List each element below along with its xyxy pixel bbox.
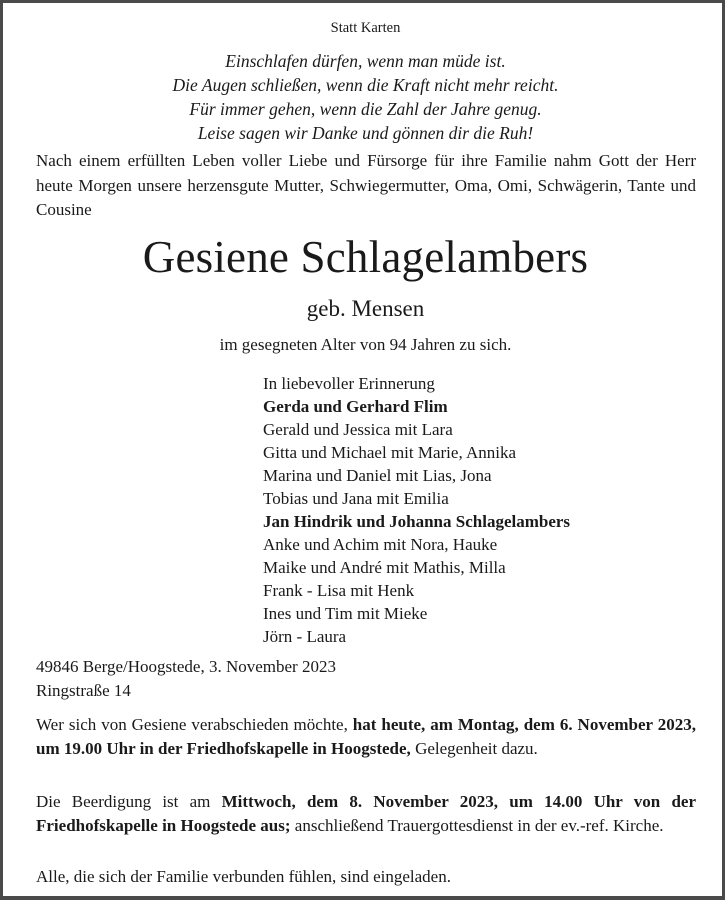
deceased-name: Gesiene Schlagelambers: [142, 232, 589, 282]
farewell-bold: hat heute, am Montag, dem 6. November 2023, um 19.00 Uhr in der Friedhofskapelle in Hoogstede,: [36, 715, 696, 758]
funeral-post: anschließend Trauergottesdienst in der ev.-ref. Kirche.: [290, 815, 664, 835]
mourner-line: Tobias und Jana mit Emilia: [263, 489, 449, 508]
mourners-intro: In liebevoller Erinnerung: [263, 374, 435, 393]
poem-line: Leise sagen wir Danke und gönnen dir die Ruh!: [197, 123, 534, 143]
street: Ringstraße 14: [36, 681, 131, 700]
mourner-line: Gerald und Jessica mit Lara: [263, 420, 453, 439]
poem-line: Die Augen schließen, wenn die Kraft nicht mehr reicht.: [172, 75, 559, 95]
header-text: Statt Karten: [330, 20, 401, 36]
mourner-line: Marina und Daniel mit Lias, Jona: [263, 466, 492, 485]
closing-text: Alle, die sich der Familie verbunden fühlen, sind eingeladen.: [36, 867, 451, 886]
poem: [3, 49, 725, 145]
poem-line: Für immer gehen, wenn die Zahl der Jahre genug.: [189, 99, 542, 119]
intro-text: Nach einem erfüllten Leben voller Liebe und Fürsorge für ihre Familie nahm Gott der Herr heute Morgen unsere herzensgute Mutter, Schwiegermutter, Oma, Omi, Schwägerin, Tante und Cousine: [36, 151, 696, 219]
funeral-pre: Die Beerdigung ist am: [36, 792, 222, 811]
mourner-line: Gitta und Michael mit Marie, Annika: [263, 443, 517, 462]
funeral-bold: Mittwoch, dem 8. November 2023, um 14.00 Uhr von der Friedhofskapelle in Hoogstede aus;: [36, 792, 696, 835]
poem-line: Einschlafen dürfen, wenn man müde ist.: [225, 51, 506, 71]
funeral-paragraph: [36, 790, 696, 837]
age-line: im gesegneten Alter von 94 Jahren zu sich.: [219, 335, 512, 354]
address-block: [36, 655, 336, 703]
mourner-line: Maike und André mit Mathis, Milla: [263, 558, 506, 577]
mourner-line: Jan Hindrik und Johanna Schlagelambers: [263, 512, 571, 531]
mourner-line: Ines und Tim mit Mieke: [263, 604, 428, 623]
farewell-post: Gelegenheit dazu.: [410, 738, 538, 758]
maiden-name: geb. Mensen: [306, 296, 425, 321]
mourner-line: Anke und Achim mit Nora, Hauke: [263, 535, 498, 554]
mourners-list: [263, 372, 570, 648]
place-date: 49846 Berge/Hoogstede, 3. November 2023: [36, 657, 336, 676]
mourner-line: Frank - Lisa mit Henk: [263, 581, 415, 600]
farewell-pre: Wer sich von Gesiene verabschieden möchte,: [36, 715, 353, 734]
mourner-line: Gerda und Gerhard Flim: [263, 397, 448, 416]
mourner-line: Jörn - Laura: [263, 627, 347, 646]
farewell-paragraph: [36, 713, 696, 760]
